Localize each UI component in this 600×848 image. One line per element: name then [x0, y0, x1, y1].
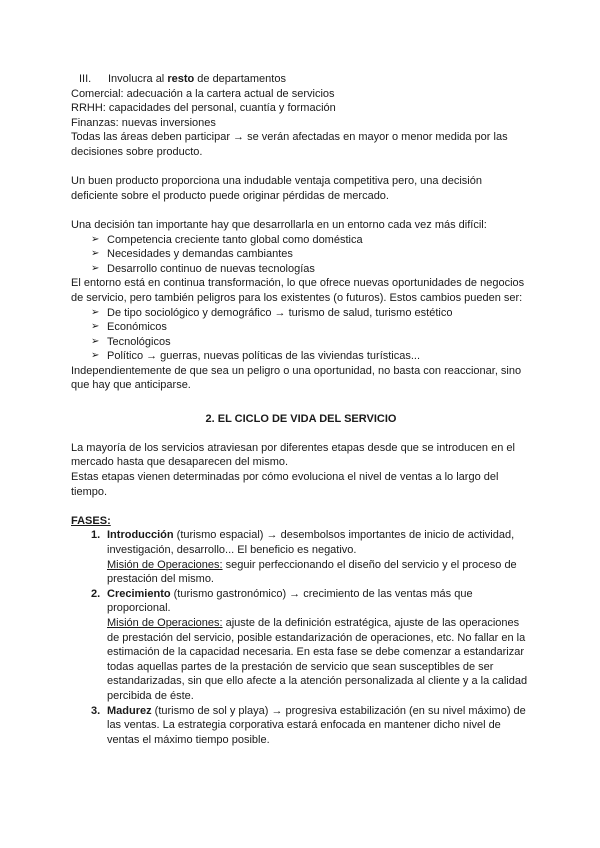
phase-number: 3.	[91, 704, 101, 717]
list-item: ➢ Político → guerras, nuevas políticas de las viviendas turísticas...	[91, 350, 421, 363]
phases-list	[71, 528, 531, 747]
phase-title: Introducción	[107, 529, 174, 542]
entorno-bullet-list	[71, 233, 531, 277]
phase-description: (turismo espacial) → desembolsos importantes de inicio de actividad, investigación, desarrollo... El beneficio es negativo.	[107, 529, 515, 556]
mision-label: Misión de Operaciones:	[107, 558, 223, 571]
phase-number: 2.	[91, 587, 101, 600]
roman-list-item	[71, 72, 531, 87]
phase-description: (turismo gastronómico) → crecimiento de las ventas más que proporcional.	[107, 587, 473, 615]
list-item: ➢ De tipo sociológico y demográfico → turismo de salud, turismo estético	[91, 306, 453, 319]
todas-areas-line: Todas las áreas deben participar → se verán afectadas en mayor o menor medida por las decisiones sobre producto.	[71, 131, 508, 158]
paragraph-transformacion: El entorno está en continua transformación, lo que ofrece nuevas oportunidades de negocios de servicio, pero también peligros para los existentes (o futuros). Estos cambios pueden ser:	[71, 277, 525, 304]
list-item: ➢ Económicos	[91, 321, 167, 334]
document-page	[71, 72, 531, 747]
phase-crecimiento	[91, 587, 531, 704]
arrow-bullet-icon: ➢	[91, 321, 100, 333]
arrow-bullet-icon: ➢	[91, 335, 100, 347]
finanzas-line: Finanzas: nuevas inversiones	[71, 116, 216, 129]
comercial-line: Comercial: adecuación a la cartera actual de servicios	[71, 87, 335, 100]
list-item: ➢ Necesidades y demandas cambiantes	[91, 248, 293, 261]
paragraph-buen-producto: Un buen producto proporciona una indudable ventaja competitiva pero, una decisión deficiente sobre el producto puede originar pérdidas de mercado.	[71, 175, 482, 202]
paragraph-decision: Una decisión tan importante hay que desarrollarla en un entorno cada vez más difícil:	[71, 218, 487, 231]
roman-item-text: Involucra al resto de departamentos	[108, 73, 286, 85]
phase-madurez	[91, 704, 531, 748]
arrow-bullet-icon: ➢	[91, 350, 100, 362]
list-item: ➢ Competencia creciente tanto global como doméstica	[91, 233, 363, 246]
paragraph-anticiparse: Independientemente de que sea un peligro o una oportunidad, no basta con reaccionar, sino que hay que anticiparse.	[71, 364, 522, 392]
paragraph-etapas-2: Estas etapas vienen determinadas por cómo evoluciona el nivel de ventas a lo largo del tiempo.	[71, 471, 499, 498]
mision-label: Misión de Operaciones:	[107, 616, 223, 629]
phase-description: (turismo de sol y playa) → progresiva estabilización (en su nivel máximo) de las ventas. La estrategia corporativa estará enfocada en mantener dicho nivel de ventas el máximo tiempo posible.	[107, 704, 526, 746]
section-title: 2. EL CICLO DE VIDA DEL SERVICIO	[205, 412, 397, 425]
cambios-bullet-list	[71, 306, 531, 364]
arrow-bullet-icon: ➢	[91, 306, 100, 318]
arrow-bullet-icon: ➢	[91, 233, 100, 245]
rrhh-line: RRHH: capacidades del personal, cuantía y formación	[71, 102, 336, 115]
list-item: ➢ Tecnológicos	[91, 335, 171, 348]
phase-title: Madurez	[107, 704, 152, 717]
arrow-bullet-icon: ➢	[91, 248, 100, 260]
phase-number: 1.	[91, 529, 101, 542]
phase-title: Crecimiento	[107, 587, 171, 600]
fases-heading: FASES:	[71, 514, 111, 527]
mision-text: ajuste de la definición estratégica, ajuste de las operaciones de prestación del servicio, posible estandarización de operaciones, etc. No fallar en la estimación de la capacidad necesaria. En esta fase se debe comenzar a estandarizar todas aquellas partes de la prestación de servicio que sean susceptibles de ser estandarizadas, sin que ello afecte a la atención personalizada al cliente y a la calidad percibida de éste.	[107, 616, 528, 702]
phase-introduccion	[91, 528, 531, 586]
paragraph-etapas-1: La mayoría de los servicios atraviesan por diferentes etapas desde que se introducen en el mercado hasta que desaparecen del mismo.	[71, 441, 515, 469]
list-item: ➢ Desarrollo continuo de nuevas tecnologías	[91, 262, 315, 275]
roman-numeral: III.	[79, 73, 92, 85]
mision-text: seguir perfeccionando el diseño del servicio y el proceso de prestación del mismo.	[107, 558, 517, 586]
arrow-bullet-icon: ➢	[91, 262, 100, 274]
